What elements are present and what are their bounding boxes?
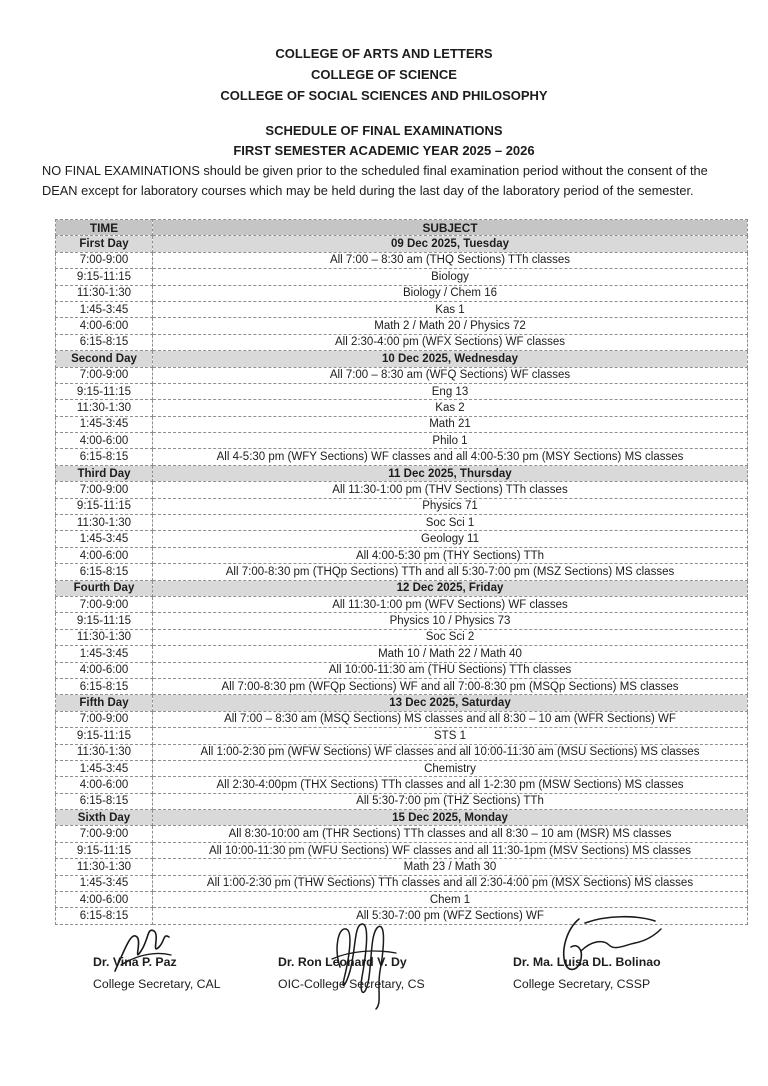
signatory-title: College Secretary, CAL — [93, 977, 221, 991]
time-cell: 11:30-1:30 — [56, 859, 153, 875]
time-cell: 11:30-1:30 — [56, 285, 153, 301]
subject-cell: Physics 10 / Physics 73 — [153, 613, 748, 629]
schedule-row — [56, 531, 748, 547]
subject-cell: All 7:00-8:30 pm (THQp Sections) TTh and all 5:30-7:00 pm (MSZ Sections) MS classes — [153, 564, 748, 580]
signatory — [278, 955, 425, 991]
subject-cell: Philo 1 — [153, 433, 748, 449]
subject-cell: All 11:30-1:00 pm (THV Sections) TTh classes — [153, 482, 748, 498]
subject-cell: Soc Sci 2 — [153, 629, 748, 645]
time-cell: 7:00-9:00 — [56, 367, 153, 383]
day-date: 12 Dec 2025, Friday — [153, 580, 748, 596]
subject-cell: Eng 13 — [153, 383, 748, 399]
time-cell: 7:00-9:00 — [56, 711, 153, 727]
time-cell: 1:45-3:45 — [56, 531, 153, 547]
schedule-row — [56, 777, 748, 793]
subject-cell: All 7:00 – 8:30 am (WFQ Sections) WF classes — [153, 367, 748, 383]
schedule-row — [56, 711, 748, 727]
schedule-row — [56, 793, 748, 809]
signatory-name: Dr. Vina P. Paz — [93, 955, 177, 969]
day-date: 15 Dec 2025, Monday — [153, 810, 748, 826]
time-cell: 9:15-11:15 — [56, 383, 153, 399]
schedule-row — [56, 269, 748, 285]
subject-cell: All 10:00-11:30 am (THU Sections) TTh classes — [153, 662, 748, 678]
subject-cell: All 2:30-4:00pm (THX Sections) TTh classes and all 1-2:30 pm (MSW Sections) MS classes — [153, 777, 748, 793]
time-cell: 6:15-8:15 — [56, 564, 153, 580]
time-cell: 4:00-6:00 — [56, 318, 153, 334]
signature-image — [111, 921, 191, 979]
schedule-row — [56, 433, 748, 449]
subject-cell: All 5:30-7:00 pm (WFZ Sections) WF — [153, 908, 748, 924]
schedule-row — [56, 892, 748, 908]
subject-cell: Kas 1 — [153, 301, 748, 317]
day-header-row — [56, 810, 748, 826]
time-cell: 4:00-6:00 — [56, 892, 153, 908]
schedule-title: SCHEDULE OF FINAL EXAMINATIONS — [265, 123, 503, 138]
schedule-row — [56, 515, 748, 531]
time-cell: 1:45-3:45 — [56, 875, 153, 891]
time-cell: 11:30-1:30 — [56, 515, 153, 531]
time-cell: 6:15-8:15 — [56, 793, 153, 809]
subject-cell: Math 23 / Math 30 — [153, 859, 748, 875]
subject-cell: Chemistry — [153, 760, 748, 776]
schedule-row — [56, 400, 748, 416]
day-date: 13 Dec 2025, Saturday — [153, 695, 748, 711]
table-header-row — [56, 220, 748, 236]
schedule-row — [56, 416, 748, 432]
schedule-row — [56, 859, 748, 875]
college-header-line-1: COLLEGE OF ARTS AND LETTERS — [275, 46, 493, 61]
time-cell: 1:45-3:45 — [56, 416, 153, 432]
subject-cell: All 1:00-2:30 pm (WFW Sections) WF classes and all 10:00-11:30 am (MSU Sections) MS classes — [153, 744, 748, 760]
column-header-time: TIME — [56, 220, 153, 236]
schedule-row — [56, 334, 748, 350]
subject-cell: All 4-5:30 pm (WFY Sections) WF classes and all 4:00-5:30 pm (MSY Sections) MS classes — [153, 449, 748, 465]
time-cell: 4:00-6:00 — [56, 547, 153, 563]
time-cell: 6:15-8:15 — [56, 678, 153, 694]
time-cell: 9:15-11:15 — [56, 842, 153, 858]
schedule-row — [56, 908, 748, 924]
day-header-row — [56, 236, 748, 252]
subject-cell: All 5:30-7:00 pm (THZ Sections) TTh — [153, 793, 748, 809]
time-cell: 7:00-9:00 — [56, 596, 153, 612]
day-label: Second Day — [56, 351, 153, 367]
subject-cell: All 1:00-2:30 pm (THW Sections) TTh classes and all 2:30-4:00 pm (MSX Sections) MS classes — [153, 875, 748, 891]
time-cell: 11:30-1:30 — [56, 400, 153, 416]
day-date: 09 Dec 2025, Tuesday — [153, 236, 748, 252]
day-label: Sixth Day — [56, 810, 153, 826]
subject-cell: Biology / Chem 16 — [153, 285, 748, 301]
subject-cell: Math 2 / Math 20 / Physics 72 — [153, 318, 748, 334]
college-header-line-2: COLLEGE OF SCIENCE — [311, 67, 457, 82]
subject-cell: All 2:30-4:00 pm (WFX Sections) WF classes — [153, 334, 748, 350]
schedule-row — [56, 318, 748, 334]
subject-cell: Chem 1 — [153, 892, 748, 908]
day-label: Third Day — [56, 465, 153, 481]
time-cell: 7:00-9:00 — [56, 482, 153, 498]
day-date: 10 Dec 2025, Wednesday — [153, 351, 748, 367]
time-cell: 9:15-11:15 — [56, 269, 153, 285]
schedule-row — [56, 383, 748, 399]
subject-cell: All 10:00-11:30 pm (WFU Sections) WF classes and all 11:30-1pm (MSV Sections) MS classes — [153, 842, 748, 858]
schedule-row — [56, 842, 748, 858]
schedule-row — [56, 646, 748, 662]
subject-cell: All 11:30-1:00 pm (WFV Sections) WF classes — [153, 596, 748, 612]
subject-cell: STS 1 — [153, 728, 748, 744]
schedule-row — [56, 367, 748, 383]
signatory-title: College Secretary, CSSP — [513, 977, 651, 991]
time-cell: 6:15-8:15 — [56, 908, 153, 924]
time-cell: 9:15-11:15 — [56, 498, 153, 514]
time-cell: 1:45-3:45 — [56, 301, 153, 317]
time-cell: 11:30-1:30 — [56, 629, 153, 645]
schedule-row — [56, 826, 748, 842]
time-cell: 9:15-11:15 — [56, 728, 153, 744]
day-label: First Day — [56, 236, 153, 252]
time-cell: 11:30-1:30 — [56, 744, 153, 760]
schedule-table-body — [56, 236, 748, 924]
subject-cell: All 4:00-5:30 pm (THY Sections) TTh — [153, 547, 748, 563]
schedule-row — [56, 662, 748, 678]
subject-cell: All 7:00 – 8:30 am (MSQ Sections) MS classes and all 8:30 – 10 am (WFR Sections) WF — [153, 711, 748, 727]
schedule-row — [56, 744, 748, 760]
schedule-row — [56, 875, 748, 891]
time-cell: 4:00-6:00 — [56, 433, 153, 449]
college-header — [0, 43, 768, 106]
schedule-row — [56, 564, 748, 580]
time-cell: 1:45-3:45 — [56, 760, 153, 776]
day-date: 11 Dec 2025, Thursday — [153, 465, 748, 481]
subject-cell: All 8:30-10:00 am (THR Sections) TTh classes and all 8:30 – 10 am (MSR) MS classes — [153, 826, 748, 842]
signatory-name: Dr. Ma. Luisa DL. Bolinao — [513, 955, 661, 969]
day-label: Fourth Day — [56, 580, 153, 596]
schedule-row — [56, 629, 748, 645]
schedule-row — [56, 252, 748, 268]
subject-cell: Soc Sci 1 — [153, 515, 748, 531]
document-title — [0, 121, 768, 160]
subject-cell: Geology 11 — [153, 531, 748, 547]
schedule-row — [56, 285, 748, 301]
signatory — [93, 955, 221, 991]
subject-cell: All 7:00-8:30 pm (WFQp Sections) WF and all 7:00-8:30 pm (MSQp Sections) MS classes — [153, 678, 748, 694]
time-cell: 9:15-11:15 — [56, 613, 153, 629]
time-cell: 6:15-8:15 — [56, 449, 153, 465]
college-header-line-3: COLLEGE OF SOCIAL SCIENCES AND PHILOSOPHY — [220, 88, 548, 103]
schedule-row — [56, 547, 748, 563]
schedule-row — [56, 678, 748, 694]
day-header-row — [56, 580, 748, 596]
semester-title: FIRST SEMESTER ACADEMIC YEAR 2025 – 2026 — [233, 142, 535, 158]
schedule-row — [56, 728, 748, 744]
subject-cell: Kas 2 — [153, 400, 748, 416]
signatory-name: Dr. Ron Leonard V. Dy — [278, 955, 407, 969]
subject-cell: Math 10 / Math 22 / Math 40 — [153, 646, 748, 662]
day-header-row — [56, 465, 748, 481]
schedule-row — [56, 760, 748, 776]
subject-cell: Biology — [153, 269, 748, 285]
time-cell: 6:15-8:15 — [56, 334, 153, 350]
schedule-row — [56, 449, 748, 465]
signature-block — [0, 955, 768, 1065]
time-cell: 1:45-3:45 — [56, 646, 153, 662]
time-cell: 4:00-6:00 — [56, 662, 153, 678]
signatory-title: OIC-College Secretary, CS — [278, 977, 425, 991]
subject-cell: Math 21 — [153, 416, 748, 432]
column-header-subject: SUBJECT — [153, 220, 748, 236]
subject-cell: Physics 71 — [153, 498, 748, 514]
exam-schedule-table — [55, 219, 748, 925]
schedule-row — [56, 301, 748, 317]
exam-notice: NO FINAL EXAMINATIONS should be given prior to the scheduled final examination period without the consent of the DEAN except for laboratory courses which may be held during the last day of the laboratory period of the semester. — [42, 163, 708, 198]
time-cell: 7:00-9:00 — [56, 826, 153, 842]
time-cell: 7:00-9:00 — [56, 252, 153, 268]
schedule-row — [56, 596, 748, 612]
day-label: Fifth Day — [56, 695, 153, 711]
schedule-row — [56, 498, 748, 514]
signature-image — [551, 915, 671, 981]
schedule-row — [56, 613, 748, 629]
schedule-row — [56, 482, 748, 498]
day-header-row — [56, 351, 748, 367]
subject-cell: All 7:00 – 8:30 am (THQ Sections) TTh classes — [153, 252, 748, 268]
day-header-row — [56, 695, 748, 711]
signatory — [513, 955, 661, 991]
time-cell: 4:00-6:00 — [56, 777, 153, 793]
